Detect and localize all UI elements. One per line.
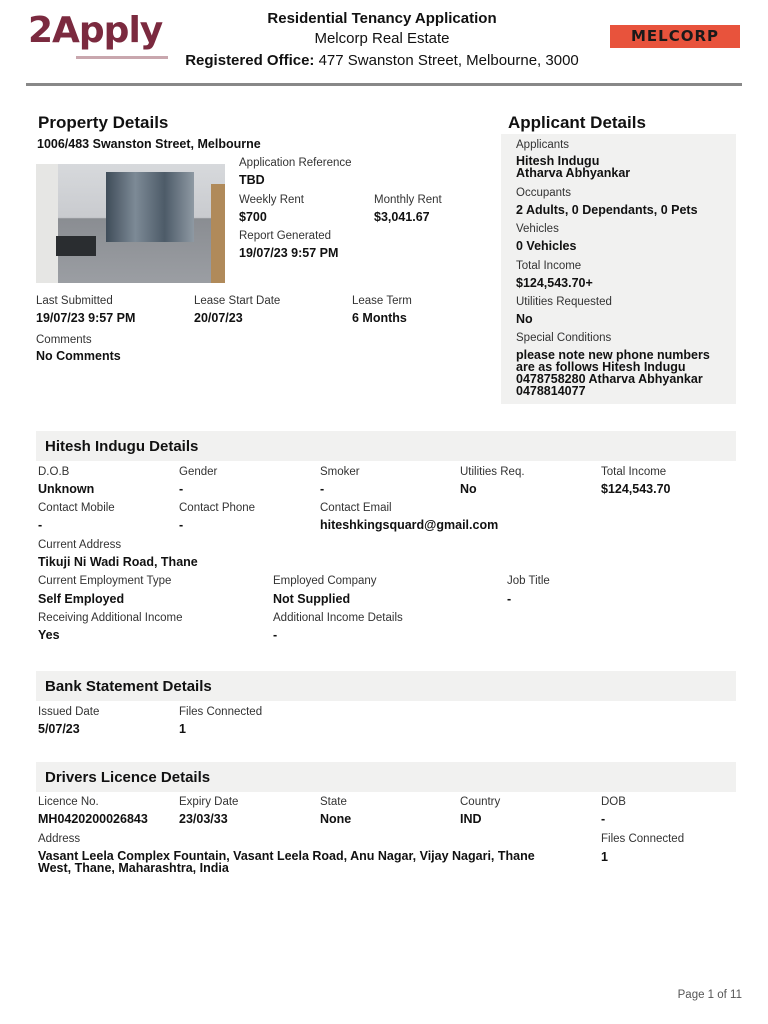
employed-company-label: Employed Company: [273, 575, 377, 587]
vehicles-label: Vehicles: [516, 223, 559, 235]
2apply-logo: [28, 10, 168, 62]
issued-date-value: 5/07/23: [38, 722, 80, 736]
report-generated-value: 19/07/23 9:57 PM: [239, 246, 339, 260]
property-details-title: Property Details: [38, 113, 169, 132]
bank-files-label: Files Connected: [179, 706, 263, 718]
property-photo: [36, 164, 225, 283]
job-title-label: Job Title: [507, 575, 550, 587]
contact-email-label: Contact Email: [320, 502, 392, 514]
logo-underline: [76, 56, 168, 59]
applicant-name-2: Atharva Abhyankar: [516, 166, 631, 180]
application-reference-label: Application Reference: [239, 157, 352, 169]
agency-name: Melcorp Real Estate: [314, 30, 450, 47]
contact-phone-value: -: [179, 518, 184, 532]
comments-label: Comments: [36, 334, 92, 346]
vehicles-value: 0 Vehicles: [516, 239, 577, 253]
licence-files-label: Files Connected: [601, 833, 685, 845]
total-income-label: Total Income: [516, 260, 582, 272]
licence-address-line-2: West, Thane, Maharashtra, India: [38, 861, 229, 875]
additional-income-label: Receiving Additional Income: [38, 612, 183, 624]
expiry-date-label: Expiry Date: [179, 796, 239, 808]
drivers-licence-title: Drivers Licence Details: [45, 769, 211, 786]
licence-dob-value: -: [601, 812, 606, 826]
lease-term-label: Lease Term: [352, 295, 412, 307]
smoker-label: Smoker: [320, 466, 360, 478]
dob-label: D.O.B: [38, 466, 70, 478]
utilities-req-value: No: [460, 482, 477, 496]
licence-number-value: MH0420200026843: [38, 812, 148, 826]
monthly-rent-value: $3,041.67: [374, 210, 430, 224]
person-total-income-value: $124,543.70: [601, 482, 671, 496]
issued-date-label: Issued Date: [38, 706, 100, 718]
special-conditions-line-2: are as follows Hitesh Indugu: [516, 360, 686, 374]
dob-value: Unknown: [38, 482, 95, 496]
comments-value: No Comments: [36, 349, 121, 363]
applicants-label: Applicants: [516, 139, 570, 151]
smoker-value: -: [320, 482, 325, 496]
bank-statement-title: Bank Statement Details: [45, 678, 212, 695]
person-total-income-label: Total Income: [601, 466, 667, 478]
drivers-licence-header: [36, 762, 736, 792]
property-address: 1006/483 Swanston Street, Melbourne: [37, 137, 261, 151]
applicant-details-title: Applicant Details: [508, 113, 646, 132]
licence-state-label: State: [320, 796, 347, 808]
document-header: [160, 10, 604, 72]
expiry-date-value: 23/03/33: [179, 812, 228, 826]
report-generated-label: Report Generated: [239, 230, 332, 242]
header-divider: [26, 83, 742, 86]
gender-label: Gender: [179, 466, 218, 478]
application-reference-value: TBD: [239, 173, 265, 187]
bank-statement-header: [36, 671, 736, 701]
registered-office-address: 477 Swanston Street, Melbourne, 3000: [318, 52, 579, 69]
applicant-name-1: Hitesh Indugu: [516, 154, 600, 168]
gender-value: -: [179, 482, 184, 496]
contact-phone-label: Contact Phone: [179, 502, 256, 514]
contact-mobile-value: -: [38, 518, 43, 532]
special-conditions-line-1: please note new phone numbers: [516, 348, 710, 362]
person-details-title: Hitesh Indugu Details: [45, 438, 199, 455]
occupants-value: 2 Adults, 0 Dependants, 0 Pets: [516, 203, 698, 217]
utilities-requested-label: Utilities Requested: [516, 296, 612, 308]
document-title: Residential Tenancy Application: [267, 10, 497, 27]
utilities-req-label: Utilities Req.: [460, 466, 525, 478]
registered-office-label: Registered Office:: [185, 52, 315, 69]
additional-income-details-value: -: [273, 628, 278, 642]
licence-number-label: Licence No.: [38, 796, 99, 808]
page-number: Page 1 of 11: [677, 989, 742, 1001]
bank-files-value: 1: [179, 722, 186, 736]
weekly-rent-value: $700: [239, 210, 267, 224]
additional-income-details-label: Additional Income Details: [273, 612, 403, 624]
special-conditions-label: Special Conditions: [516, 332, 612, 344]
person-details-header: [36, 431, 736, 461]
applicant-details-panel: [501, 134, 736, 404]
logo-text: 2Apply: [28, 10, 163, 51]
lease-start-value: 20/07/23: [194, 311, 243, 325]
special-conditions-line-3: 0478758280 Atharva Abhyankar: [516, 372, 703, 386]
licence-address-line-1: Vasant Leela Complex Fountain, Vasant Leela Road, Anu Nagar, Vijay Nagari, Thane: [38, 849, 535, 863]
employment-type-value: Self Employed: [38, 592, 125, 606]
licence-country-label: Country: [460, 796, 501, 808]
licence-state-value: None: [320, 812, 352, 826]
additional-income-value: Yes: [38, 628, 60, 642]
melcorp-logo: MELCORP: [610, 25, 740, 48]
total-income-value: $124,543.70+: [516, 276, 593, 290]
contact-email-value: hiteshkingsquard@gmail.com: [320, 518, 499, 532]
licence-dob-label: DOB: [601, 796, 626, 808]
employed-company-value: Not Supplied: [273, 592, 351, 606]
registered-office: [160, 50, 604, 72]
occupants-label: Occupants: [516, 187, 571, 199]
utilities-requested-value: No: [516, 312, 533, 326]
current-address-value: Tikuji Ni Wadi Road, Thane: [38, 555, 198, 569]
licence-address-label: Address: [38, 833, 81, 845]
employment-type-label: Current Employment Type: [38, 575, 172, 587]
job-title-value: -: [507, 592, 512, 606]
licence-files-value: 1: [601, 850, 608, 864]
special-conditions-line-4: 0478814077: [516, 384, 586, 398]
contact-mobile-label: Contact Mobile: [38, 502, 115, 514]
licence-country-value: IND: [460, 812, 482, 826]
weekly-rent-label: Weekly Rent: [239, 194, 304, 206]
last-submitted-label: Last Submitted: [36, 295, 113, 307]
monthly-rent-label: Monthly Rent: [374, 194, 442, 206]
last-submitted-value: 19/07/23 9:57 PM: [36, 311, 136, 325]
current-address-label: Current Address: [38, 539, 122, 551]
lease-term-value: 6 Months: [352, 311, 407, 325]
lease-start-label: Lease Start Date: [194, 295, 281, 307]
